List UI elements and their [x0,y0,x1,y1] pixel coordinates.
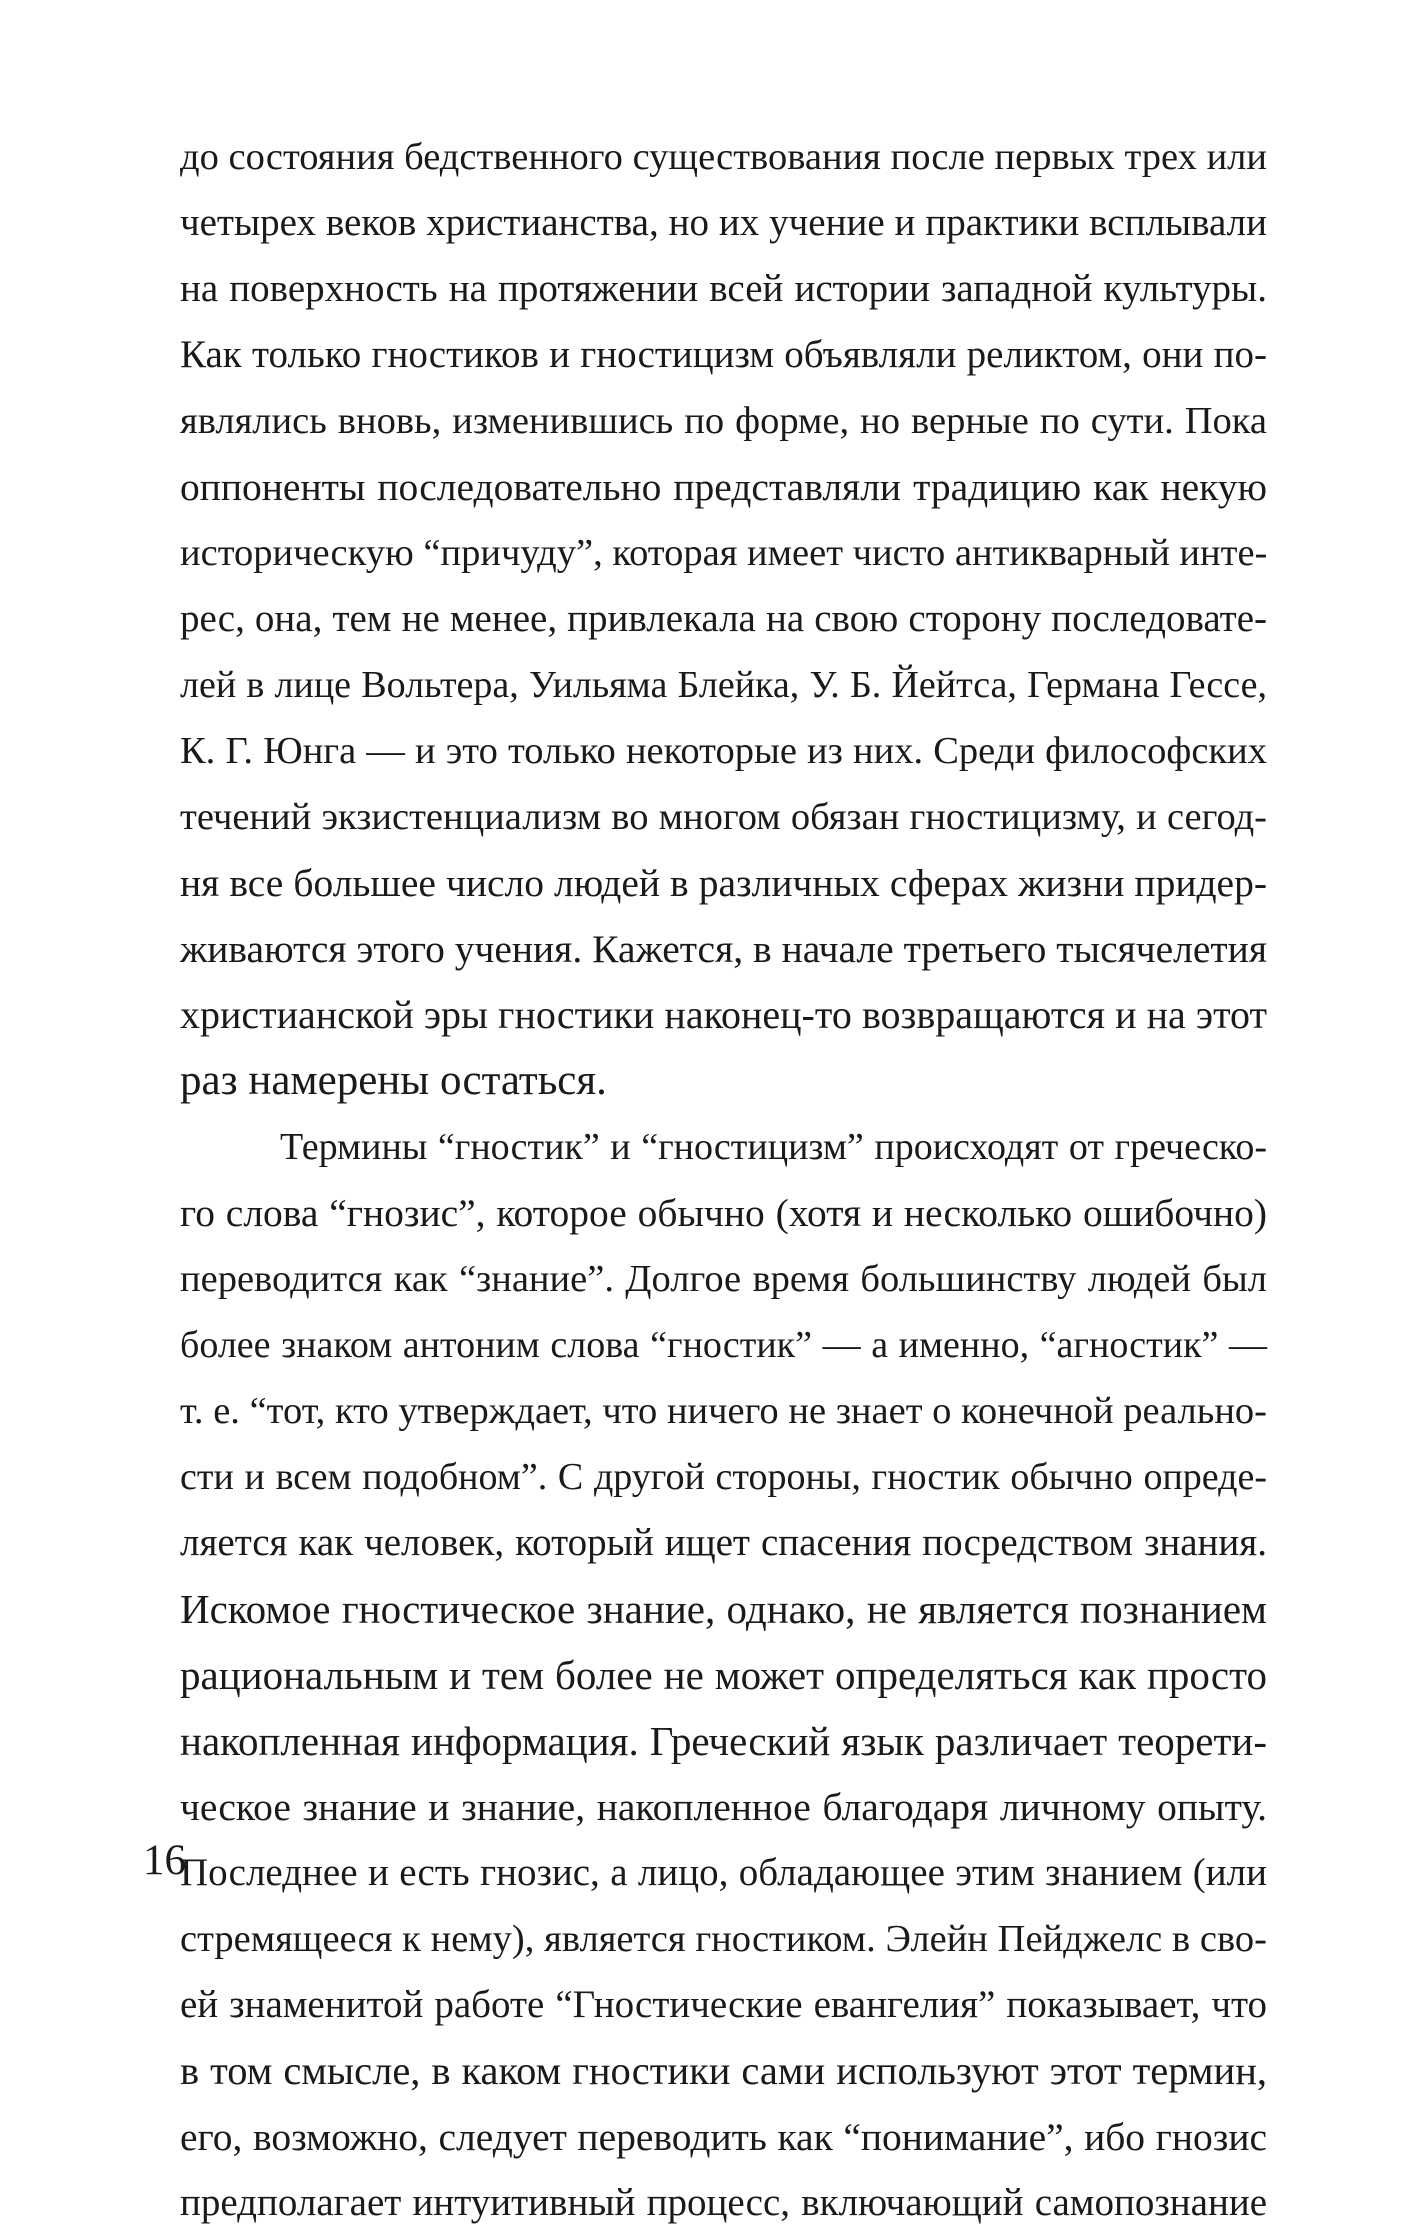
text-line: историческую “причуду”, которая имеет чисто антикварный инте- [180,532,1268,574]
text-line: ей знаменитой работе “Гностические евангелия” показывает, что [180,1983,1267,2026]
paragraph-2 [180,1114,1267,2236]
text-line: К. Г. Юнга — и это только некоторые из них. Среди философских [180,730,1267,772]
text-line: стремящееся к нему), является гностиком. Элейн Пейджелс в сво- [180,1918,1267,1960]
text-line: рациональным и тем более не может определяться как просто [180,1652,1267,1698]
text-line: в том смысле, в каком гностики сами используют этот термин, [180,2048,1267,2093]
text-line: го слова “гнозис”, которое обычно (хотя и несколько ошибочно) [180,1191,1267,1235]
text-line: до состояния бедственного существования после первых трех или [180,136,1267,178]
text-line: ляется как человек, который ищет спасения посредством знания. [180,1521,1267,1564]
text-line: ческое знание и знание, накопленное благодаря личному опыту. [180,1785,1267,1829]
text-line: Термины “гностик” и “гностицизм” происходят от греческо- [280,1126,1267,1168]
text-line: являлись вновь, изменившись по форме, но верные по сути. Пока [180,400,1267,442]
text-line: течений экзистенциализм во многом обязан гностицизму, и сегод- [180,796,1267,838]
text-line: ня все большее число людей в различных сферах жизни придер- [180,861,1267,905]
text-line: христианской эры гностики наконец-то возвращаются и на этот [180,992,1267,1037]
text-line: четырех веков христианства, но их учение и практики всплывали [180,201,1267,244]
text-line: Последнее и есть гнозис, а лицо, обладающее этим знанием (или [180,1851,1267,1894]
body-text [180,124,1267,2236]
text-line: его, возможно, следует переводить как “понимание”, ибо гнозис [180,2115,1267,2159]
text-line: лей в лице Вольтера, Уильяма Блейка, У. Б. Йейтса, Германа Гессе, [180,664,1267,706]
text-line: т. е. “тот, кто утверждает, что ничего не знает о конечной реально- [180,1390,1267,1432]
text-line: Искомое гностическое знание, однако, не является познанием [180,1586,1267,1632]
text-line: более знаком антоним слова “гностик” — а именно, “агностик” — [180,1324,1267,1366]
text-line: раз намерены остаться. [180,1057,607,1104]
text-line: накопленная информация. Греческий язык различает теорети- [180,1718,1267,1764]
page-number: 16 [143,1837,186,1884]
text-line: оппоненты последовательно представляли традицию как некую [180,465,1267,509]
text-line: на поверхность на протяжении всей истории западной культуры. [180,267,1267,310]
text-line: предполагает интуитивный процесс, включающий самопознание [180,2181,1267,2224]
text-line: рес, она, тем не менее, привлекала на свою сторону последовате- [180,597,1267,640]
text-line: Как только гностиков и гностицизм объявляли реликтом, они по- [180,333,1267,376]
text-line: живаются этого учения. Кажется, в начале третьего тысячелетия [180,927,1267,971]
paragraph-1 [180,124,1267,1114]
text-line: сти и всем подобном”. С другой стороны, гностик обычно опреде- [180,1456,1267,1498]
text-line: переводится как “знание”. Долгое время большинству людей был [180,1258,1267,1300]
